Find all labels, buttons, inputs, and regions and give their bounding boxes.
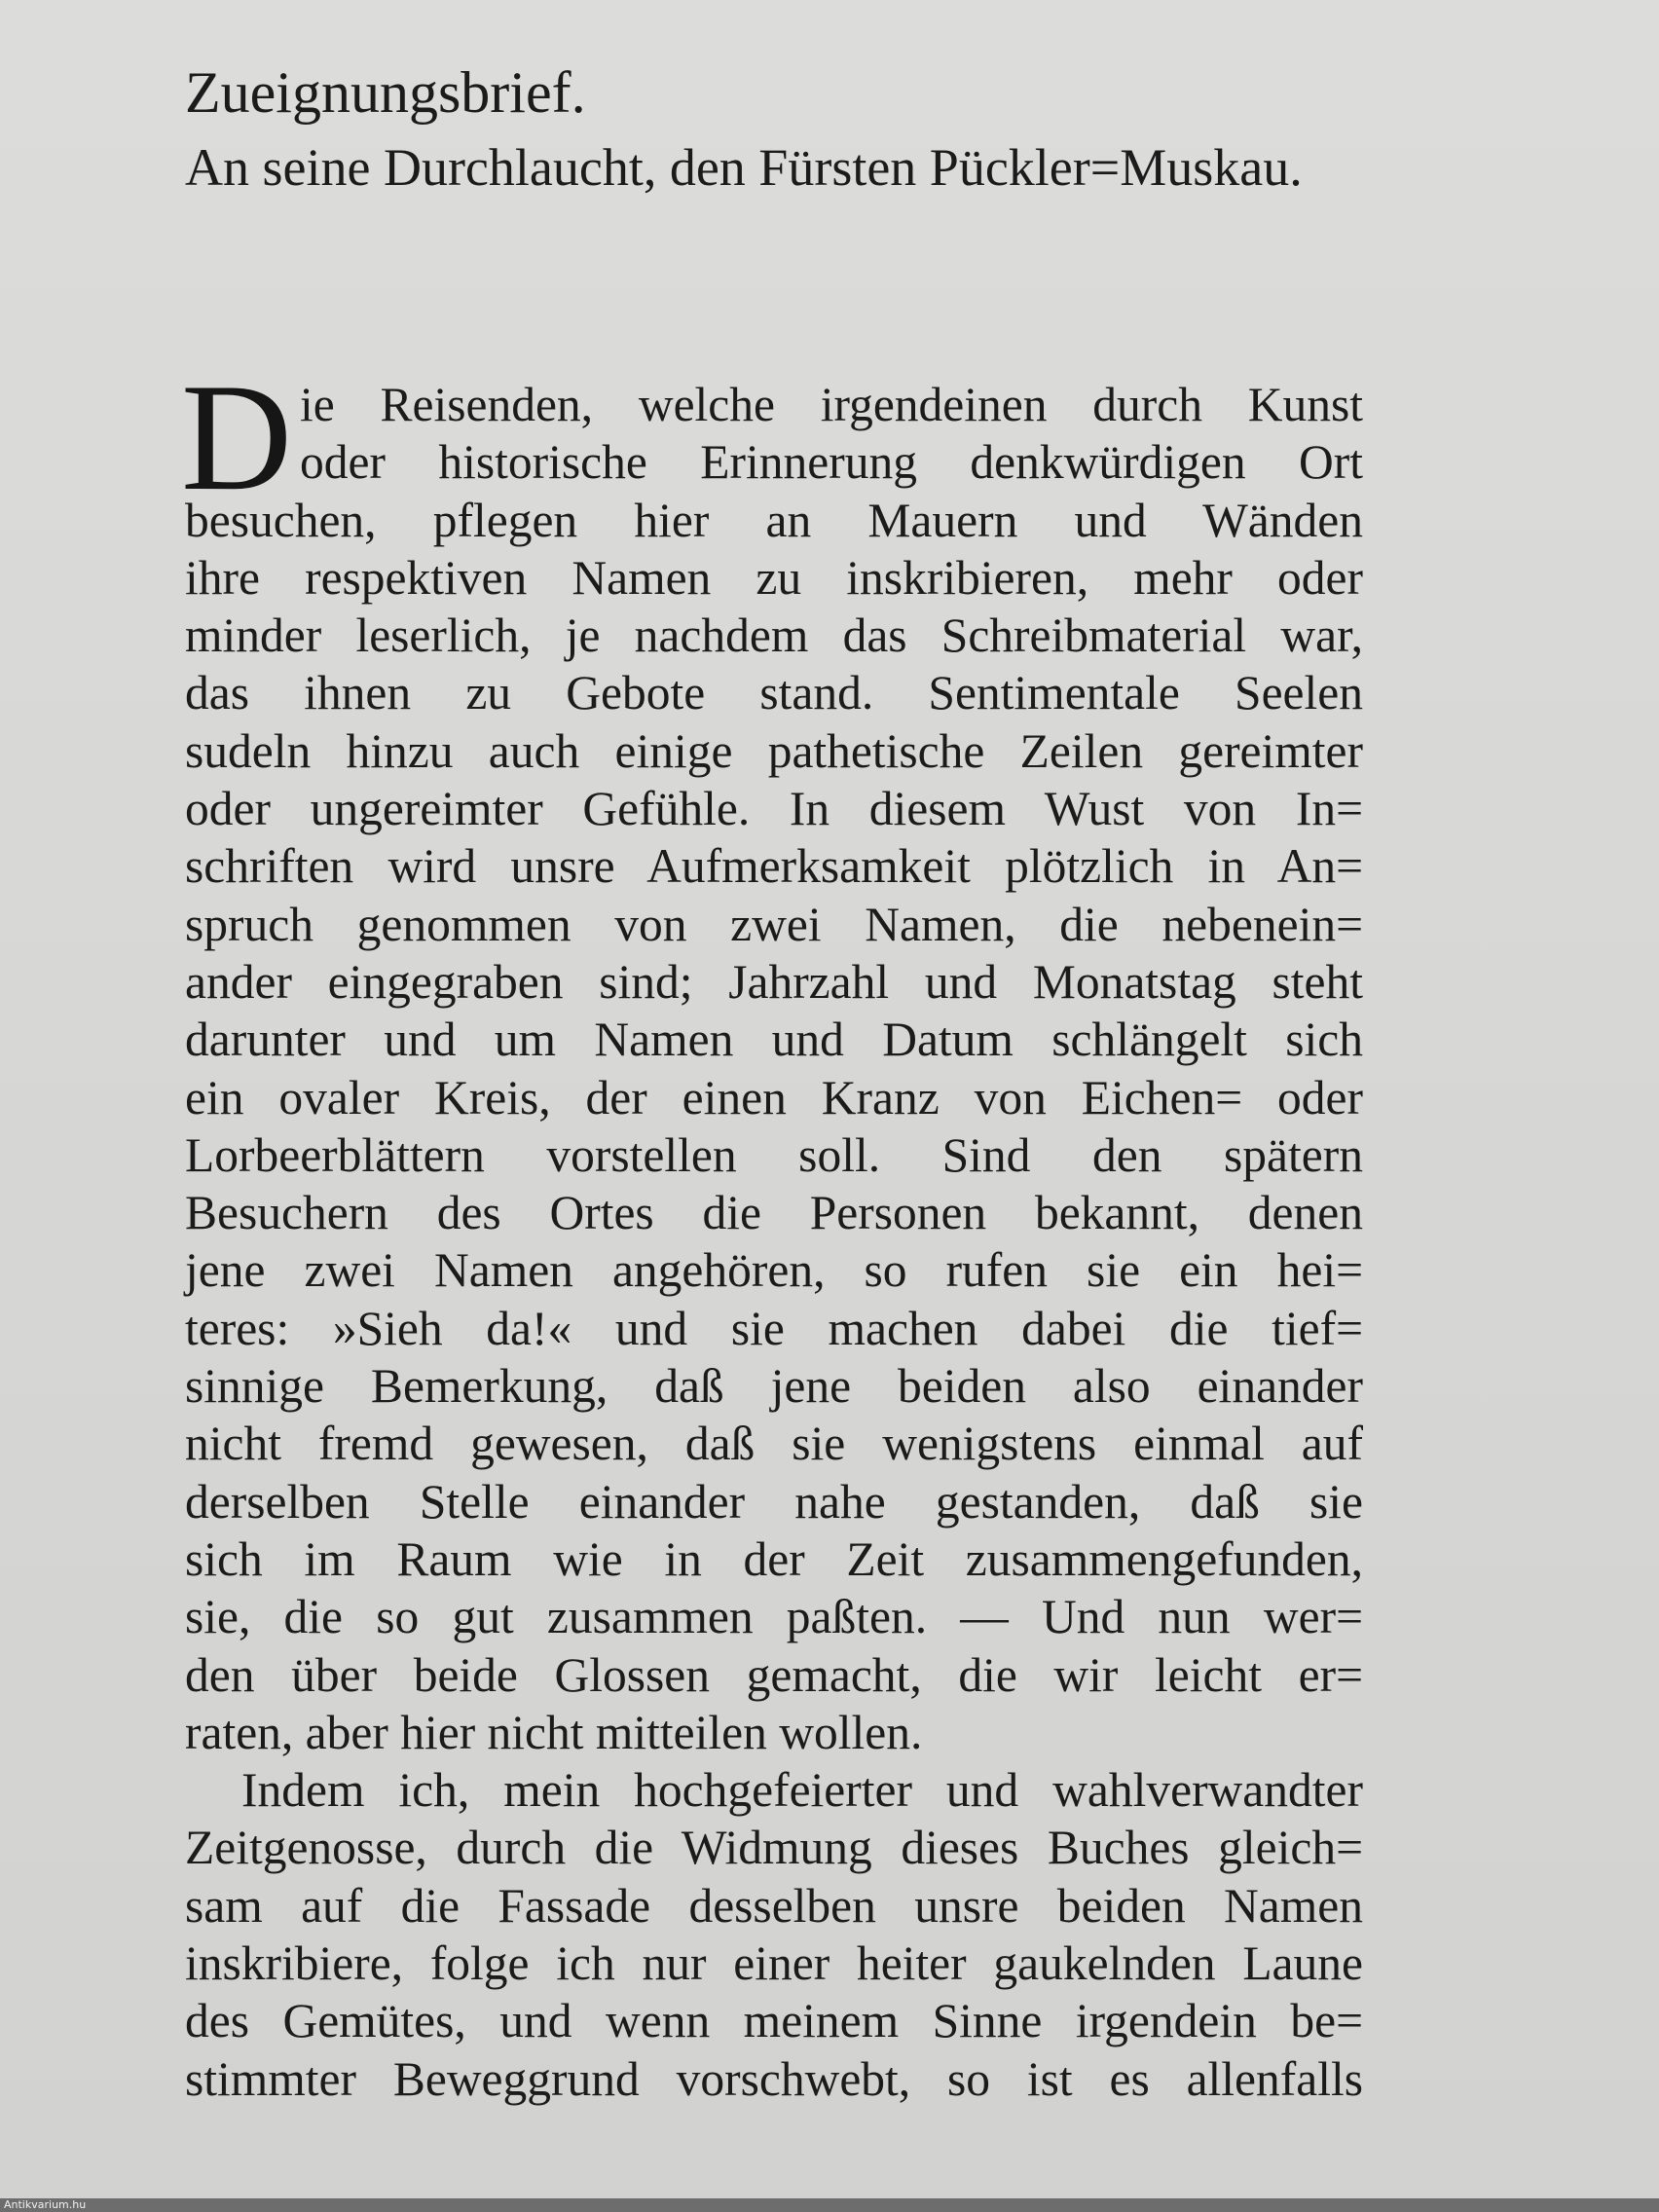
text-line: darunter und um Namen und Datum schlängelt sich (185, 1013, 1363, 1067)
text-line: sich im Raum wie in der Zeit zusammengefunden, (185, 1531, 1363, 1586)
text-line: ihre respektiven Namen zu inskribieren, mehr oder (185, 550, 1363, 605)
text-line: sudeln hinzu auch einige pathetische Zeilen gereimter (185, 723, 1363, 778)
page-subtitle: An seine Durchlaucht, den Fürsten Pückler=Muskau. (185, 138, 1303, 197)
text-line: Lorbeerblättern vorstellen soll. Sind den spätern (185, 1127, 1363, 1182)
text-line: derselben Stelle einander nahe gestanden, daß sie (185, 1474, 1363, 1529)
text-line: ie Reisenden, welche irgendeinen durch Kunst (300, 378, 1363, 431)
text-line: ander eingegraben sind; Jahrzahl und Monatstag steht (185, 954, 1363, 1009)
text-line: schriften wird unsre Aufmerksamkeit plötzlich in An= (185, 839, 1363, 894)
text-line: spruch genommen von zwei Namen, die nebenein= (185, 897, 1363, 951)
drop-cap: D (181, 352, 293, 523)
text-line: sie, die so gut zusammen paßten. — Und nun wer= (185, 1590, 1363, 1644)
text-line: Besuchern des Ortes die Personen bekannt, denen (185, 1186, 1363, 1240)
text-line: sinnige Bemerkung, daß jene beiden also einander (185, 1359, 1363, 1414)
text-line: minder leserlich, je nachdem das Schreibmaterial war, (185, 608, 1363, 663)
heading-block (185, 54, 1451, 203)
text-line: teres: »Sieh da!« und sie machen dabei die tief= (185, 1301, 1363, 1355)
body-text (185, 376, 1363, 2108)
text-line: oder ungereimter Gefühle. In diesem Wust von In= (185, 782, 1363, 836)
text-line: besuchen, pflegen hier an Mauern und Wänden (185, 493, 1363, 547)
page-title: Zueignungsbrief. (185, 60, 586, 125)
watermark: Antikvarium.hu (4, 2198, 87, 2211)
text-line: sam auf die Fassade desselben unsre beiden Namen (185, 1878, 1363, 1933)
text-line: stimmter Beweggrund vorschwebt, so ist es allenfalls (185, 2051, 1363, 2106)
text-line: nicht fremd gewesen, daß sie wenigstens einmal auf (185, 1417, 1363, 1471)
text-line: jene zwei Namen angehören, so rufen sie ein hei= (185, 1243, 1363, 1298)
text-line: Zeitgenosse, durch die Widmung dieses Buches gleich= (185, 1821, 1363, 1875)
text-line: ein ovaler Kreis, der einen Kranz von Eichen= oder (185, 1070, 1363, 1124)
text-line: Indem ich, mein hochgefeierter und wahlverwandter (241, 1763, 1363, 1818)
text-line: oder historische Erinnerung denkwürdigen Ort (300, 435, 1363, 490)
footer-strip (0, 2198, 1659, 2212)
text-line: inskribiere, folge ich nur einer heiter gaukelnden Laune (185, 1936, 1363, 1991)
text-line: raten, aber hier nicht mitteilen wollen. (185, 1705, 923, 1759)
text-line: des Gemütes, und wenn meinem Sinne irgendein be= (185, 1994, 1363, 2048)
text-line: den über beide Glossen gemacht, die wir leicht er= (185, 1647, 1363, 1702)
text-line: das ihnen zu Gebote stand. Sentimentale Seelen (185, 666, 1363, 720)
